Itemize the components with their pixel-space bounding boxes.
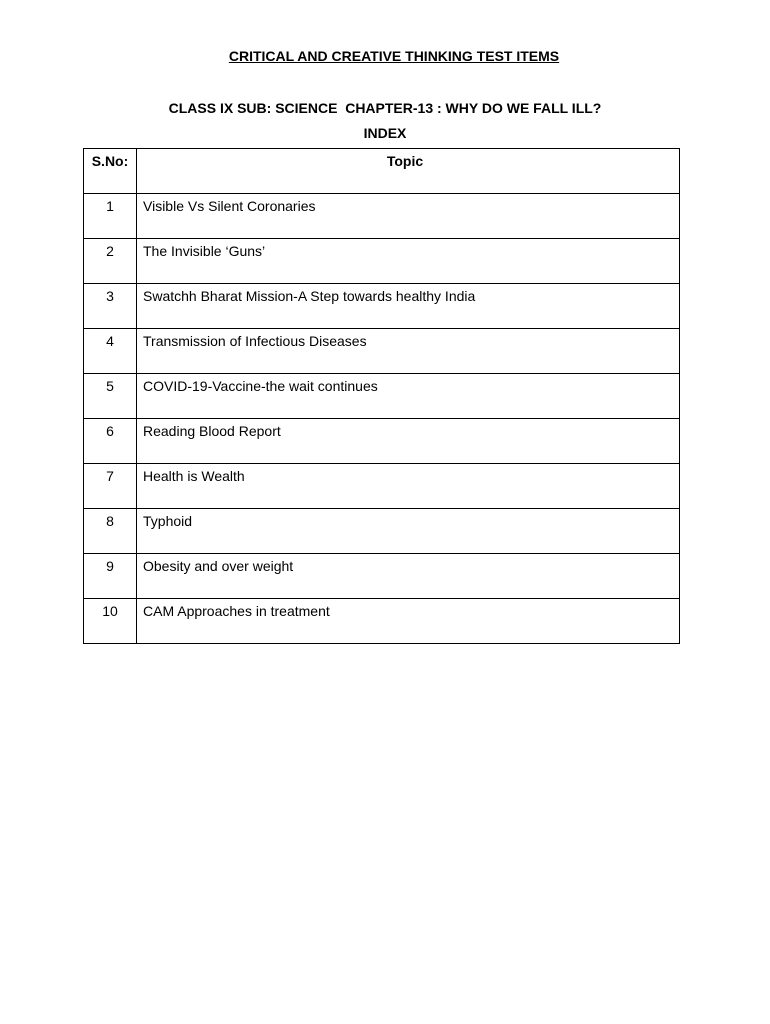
row-topic-cell xyxy=(137,419,680,464)
row-sno: 10 xyxy=(102,603,118,619)
table-row xyxy=(84,509,680,554)
table-row xyxy=(84,554,680,599)
row-sno: 7 xyxy=(106,468,114,484)
row-sno: 9 xyxy=(106,558,114,574)
table-row xyxy=(84,239,680,284)
row-topic: Swatchh Bharat Mission-A Step towards healthy India xyxy=(143,288,476,304)
table-row xyxy=(84,194,680,239)
row-topic: Transmission of Infectious Diseases xyxy=(143,333,367,349)
row-sno: 3 xyxy=(106,288,114,304)
row-topic-cell xyxy=(137,599,680,644)
row-sno: 6 xyxy=(106,423,114,439)
table-row xyxy=(84,329,680,374)
page-title: CRITICAL AND CREATIVE THINKING TEST ITEMS xyxy=(228,48,560,64)
row-sno-cell xyxy=(84,194,137,239)
row-topic: Reading Blood Report xyxy=(143,423,281,439)
row-sno: 4 xyxy=(106,333,114,349)
row-topic: COVID-19-Vaccine-the wait continues xyxy=(143,378,378,394)
row-topic: Obesity and over weight xyxy=(143,558,294,574)
table-row xyxy=(84,374,680,419)
row-sno-cell xyxy=(84,599,137,644)
row-topic-cell xyxy=(137,284,680,329)
row-topic: Visible Vs Silent Coronaries xyxy=(143,198,316,214)
row-sno-cell xyxy=(84,464,137,509)
row-topic: The Invisible ‘Guns’ xyxy=(143,243,266,259)
row-sno-cell xyxy=(84,419,137,464)
table-row xyxy=(84,464,680,509)
row-sno: 8 xyxy=(106,513,114,529)
row-topic: Typhoid xyxy=(143,513,193,529)
row-topic-cell xyxy=(137,554,680,599)
row-sno-cell xyxy=(84,329,137,374)
table-row xyxy=(84,284,680,329)
row-sno: 2 xyxy=(106,243,114,259)
row-topic-cell xyxy=(137,509,680,554)
table-row xyxy=(84,599,680,644)
row-topic-cell xyxy=(137,329,680,374)
row-sno: 1 xyxy=(106,198,114,214)
row-sno-cell xyxy=(84,509,137,554)
row-sno: 5 xyxy=(106,378,114,394)
row-topic-cell xyxy=(137,194,680,239)
row-sno-cell xyxy=(84,374,137,419)
index-table xyxy=(83,148,680,644)
header-topic xyxy=(137,149,680,194)
row-topic: CAM Approaches in treatment xyxy=(143,603,330,619)
row-sno-cell xyxy=(84,239,137,284)
row-topic: Health is Wealth xyxy=(143,468,245,484)
table-header-row xyxy=(84,149,680,194)
row-topic-cell xyxy=(137,374,680,419)
table-row xyxy=(84,419,680,464)
header-sno xyxy=(84,149,137,194)
header-topic-label: Topic xyxy=(386,153,424,169)
row-topic-cell xyxy=(137,464,680,509)
row-sno-cell xyxy=(84,554,137,599)
index-heading: INDEX xyxy=(363,125,407,141)
row-sno-cell xyxy=(84,284,137,329)
row-topic-cell xyxy=(137,239,680,284)
document-subtitle: CLASS IX SUB: SCIENCE CHAPTER-13 : WHY DO WE FALL ILL? xyxy=(168,100,602,116)
header-sno-label: S.No: xyxy=(91,153,129,169)
